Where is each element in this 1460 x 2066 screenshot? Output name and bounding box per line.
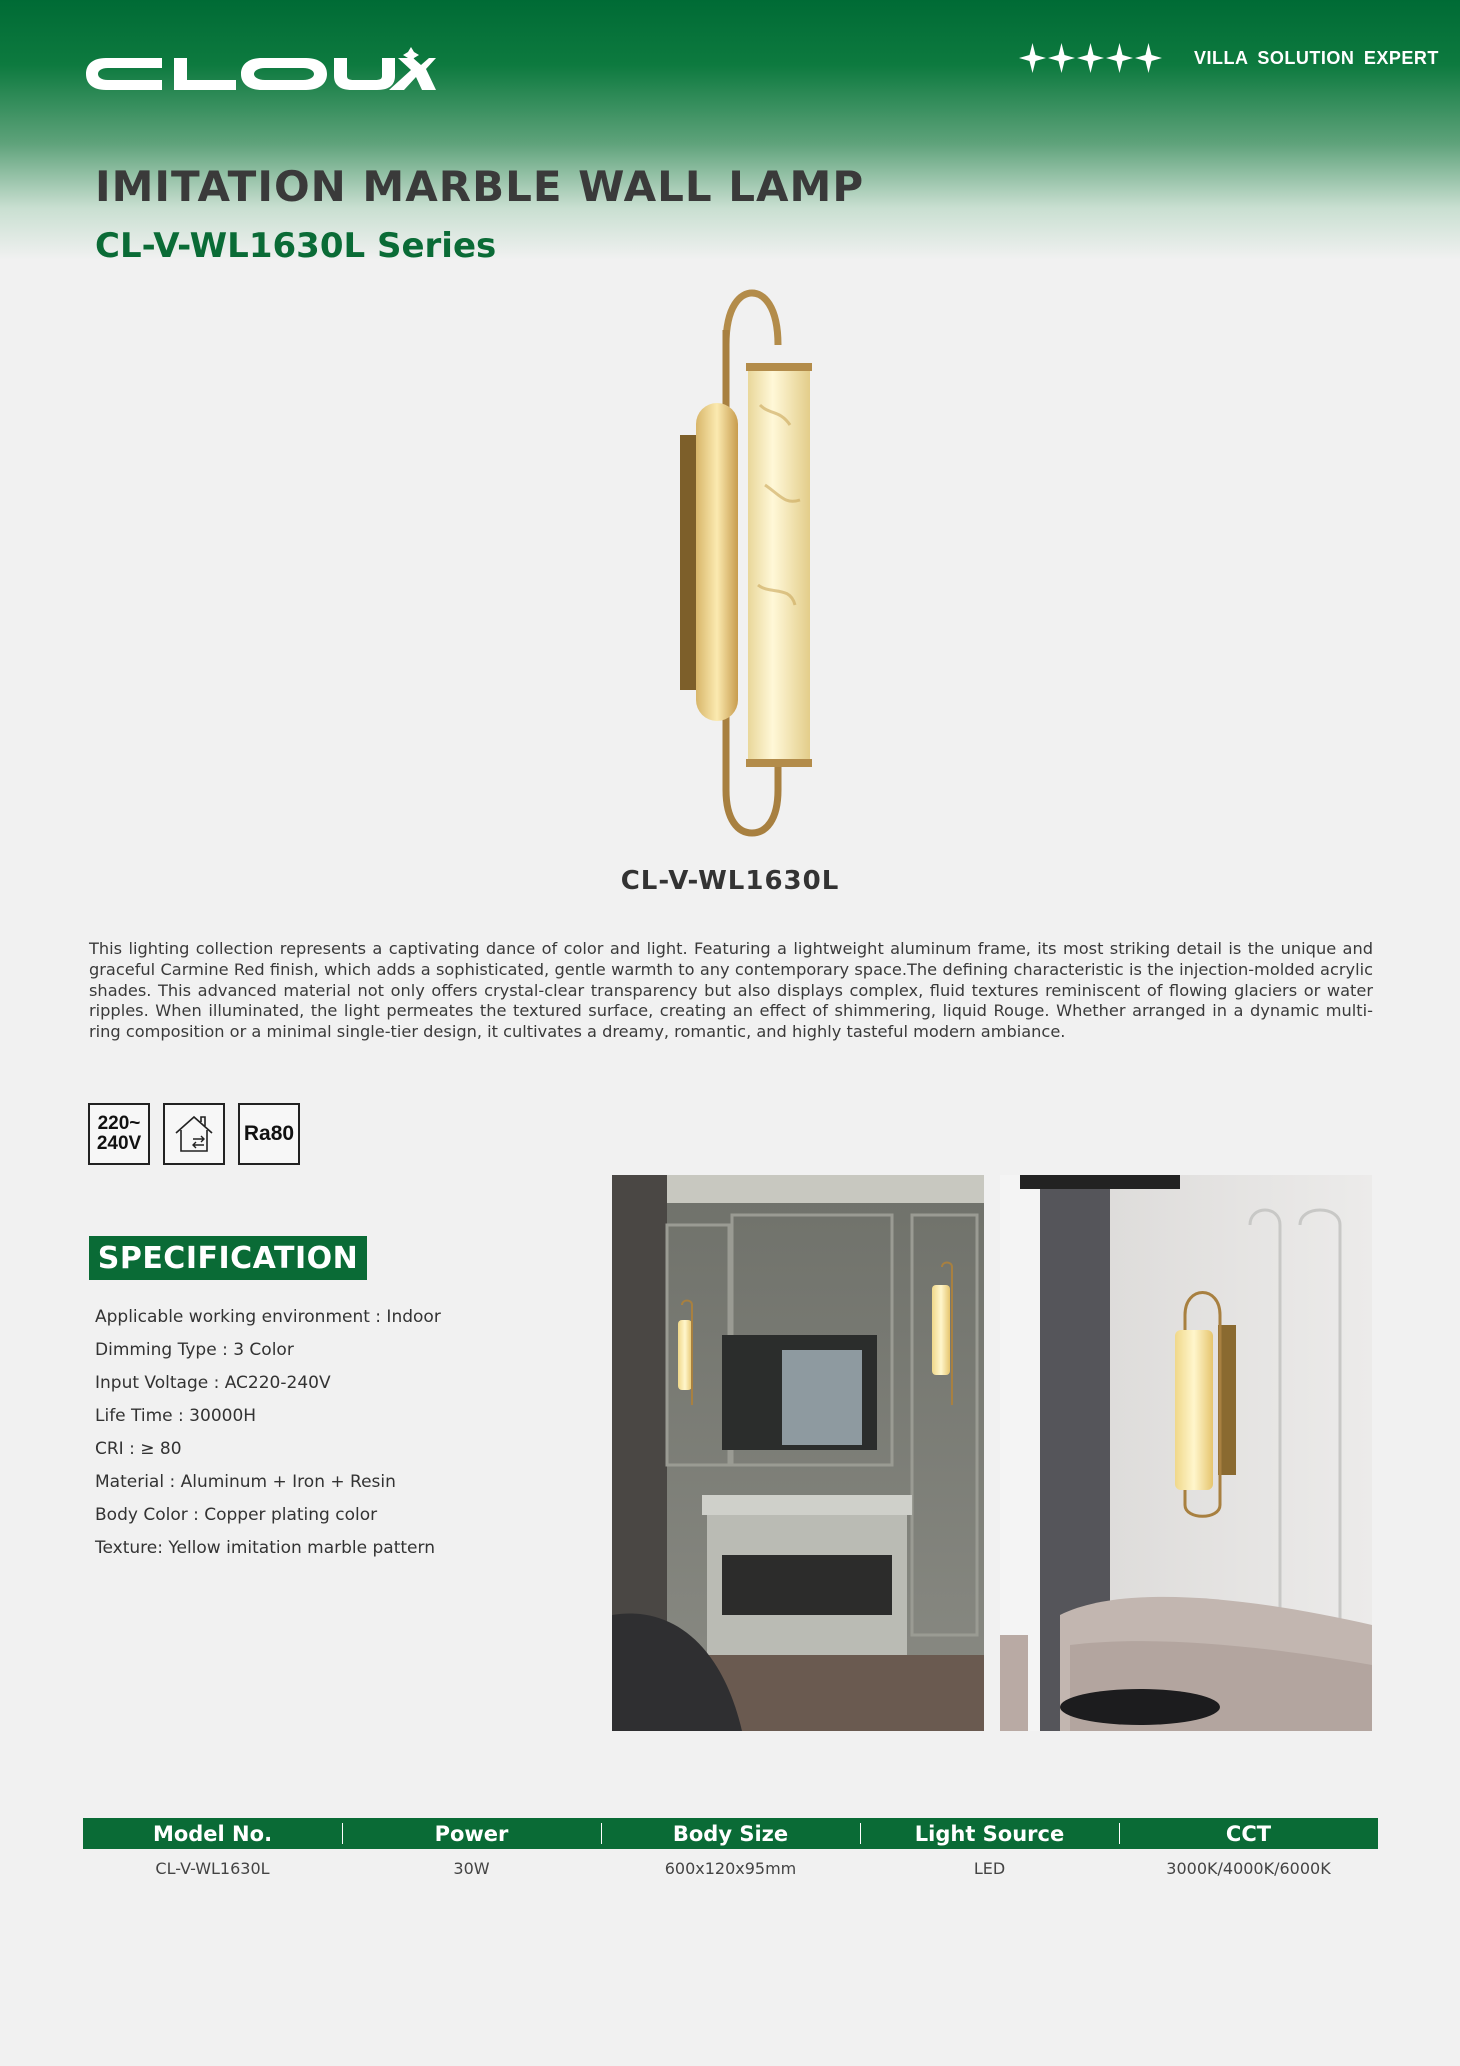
cri-badge: Ra80 <box>238 1103 300 1165</box>
voltage-badge-line2: 240V <box>96 1133 142 1154</box>
table-cell: 600x120x95mm <box>664 1858 797 1878</box>
spec-item: Applicable working environment : Indoor <box>95 1307 441 1327</box>
indoor-house-icon <box>171 1113 217 1155</box>
star-icon <box>1105 40 1134 76</box>
voltage-badge <box>88 1103 150 1165</box>
page-title: IMITATION MARBLE WALL LAMP <box>95 162 865 211</box>
spec-item: Dimming Type : 3 Color <box>95 1340 294 1360</box>
spec-item: Texture: Yellow imitation marble pattern <box>95 1538 435 1558</box>
product-description: This lighting collection represents a captivating dance of color and light. Featuring a lightweight aluminum frame, its most striking detail is the unique and graceful Carmine Red finish, which adds a sophisticated, gentle warmth to any contemporary space.The defining characteristic is the injection-molded acrylic shades. This advanced material not only offers crystal-clear transparency but also displays complex, fluid textures reminiscent of flowing glaciers or water ripples. When illuminated, the light permeates the textured surface, creating an effect of shimmering, liquid Rouge. Whether arranged in a dynamic multi-ring composition or a minimal single-tier design, it cultivates a dreamy, romantic, and highly tasteful modern ambiance. <box>89 939 1373 1042</box>
star-icon <box>1134 40 1163 76</box>
table-header-cell: CCT <box>1119 1818 1378 1849</box>
table-cell: LED <box>973 1858 1006 1878</box>
table-header-cell: Model No. <box>152 1821 273 1846</box>
star-icon <box>1076 40 1105 76</box>
table-cell: 3000K/4000K/6000K <box>1166 1858 1331 1878</box>
table-row <box>83 1849 1378 1887</box>
product-caption: CL-V-WL1630L <box>620 866 840 896</box>
voltage-badge-line1: 220~ <box>97 1113 141 1134</box>
product-lamp-image <box>670 285 820 840</box>
rating-stars <box>1018 40 1163 76</box>
spec-item: Body Color : Copper plating color <box>95 1505 378 1525</box>
tagline: VILLA SOLUTION EXPERT <box>1194 48 1439 68</box>
specification-heading: SPECIFICATION <box>89 1236 367 1280</box>
spec-item: Material : Aluminum + Iron + Resin <box>95 1472 396 1492</box>
star-icon <box>1047 40 1076 76</box>
table-cell: CL-V-WL1630L <box>155 1858 270 1878</box>
specification-list <box>95 1301 441 1565</box>
feature-badges <box>88 1103 300 1165</box>
table-cell: 30W <box>453 1858 490 1878</box>
product-table <box>83 1818 1378 1887</box>
table-header-cell: Power <box>342 1818 601 1849</box>
table-header-row <box>83 1818 1378 1849</box>
room-photo-living <box>1000 1175 1372 1731</box>
spec-item: Life Time : 30000H <box>95 1406 257 1426</box>
star-icon <box>1018 40 1047 76</box>
brand-logo <box>84 44 436 100</box>
table-header-cell: Light Source <box>860 1818 1119 1849</box>
spec-item: CRI : ≥ 80 <box>95 1439 182 1459</box>
table-header-cell: Body Size <box>601 1818 860 1849</box>
indoor-badge <box>163 1103 225 1165</box>
spec-item: Input Voltage : AC220-240V <box>95 1373 331 1393</box>
series-subtitle: CL-V-WL1630L Series <box>95 226 497 266</box>
room-photo-bedroom <box>612 1175 984 1731</box>
header-band <box>0 0 1460 260</box>
